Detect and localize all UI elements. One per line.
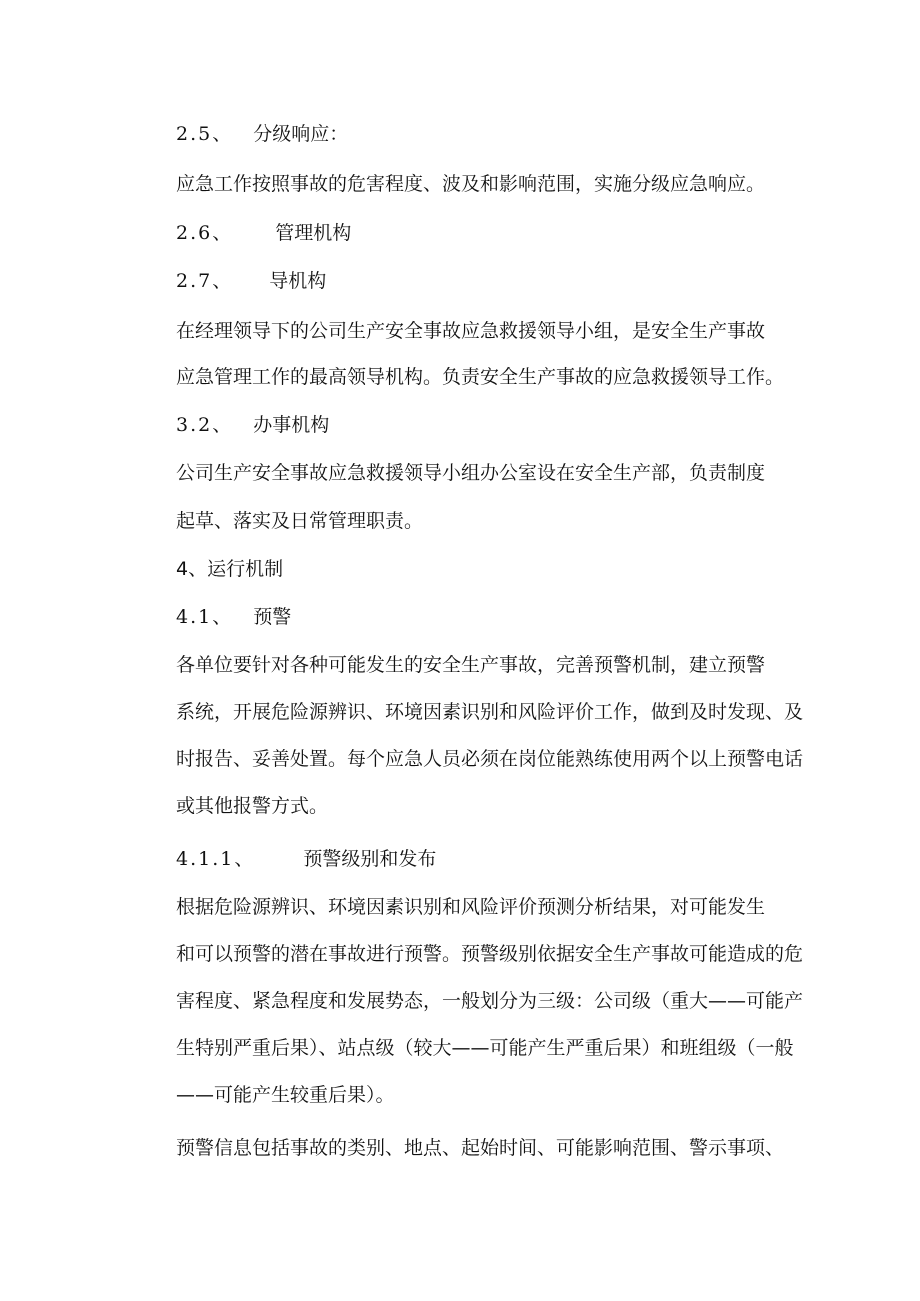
paragraph-line: 和可以预警的潜在事故进行预警。预警级别依据安全生产事故可能造成的危 (176, 943, 804, 965)
paragraph-line: 生特别严重后果）、站点级（较大——可能产生严重后果）和班组级（一般 (176, 1037, 794, 1059)
section-title: 分级响应： (253, 123, 349, 145)
paragraph-line: 在经理领导下的公司生产安全事故应急救援领导小组，是安全生产事故 (176, 320, 766, 342)
section-heading-4-1-1 (176, 846, 436, 872)
paragraph-line: 应急工作按照事故的危害程度、波及和影响范围，实施分级应急响应。 (176, 173, 766, 195)
section-heading-3-2 (176, 412, 329, 438)
section-number: 2.6、 (176, 222, 234, 244)
section-title: 预警 (253, 606, 292, 628)
section-number: 4.1、 (176, 606, 234, 628)
paragraph-line: 或其他报警方式。 (176, 795, 329, 817)
section-title: 导机构 (269, 270, 327, 292)
section-title: 办事机构 (253, 414, 330, 436)
section-number: 4.1.1、 (176, 848, 256, 870)
paragraph-line: 起草、落实及日常管理职责。 (176, 510, 424, 532)
paragraph-line: 时报告、妥善处置。每个应急人员必须在岗位能熟练使用两个以上预警电话 (176, 748, 804, 770)
section-heading-2-5 (176, 121, 348, 147)
paragraph-line: 系统，开展危险源辨识、环境因素识别和风险评价工作，做到及时发现、及 (176, 701, 804, 723)
section-heading-2-6 (176, 220, 351, 246)
paragraph-line: 公司生产安全事故应急救援领导小组办公室设在安全生产部，负责制度 (176, 462, 766, 484)
paragraph-line: 预警信息包括事故的类别、地点、起始时间、可能影响范围、警示事项、 (176, 1137, 785, 1159)
paragraph-line: ——可能产生较重后果）。 (176, 1084, 395, 1106)
section-heading-4: 4、运行机制 (176, 558, 284, 580)
section-title: 管理机构 (275, 222, 352, 244)
section-title: 预警级别和发布 (303, 848, 437, 870)
section-heading-4-1 (176, 604, 291, 630)
section-heading-2-7 (176, 268, 326, 294)
paragraph-line: 根据危险源辨识、环境因素识别和风险评价预测分析结果，对可能发生 (176, 896, 766, 918)
section-number: 2.7、 (176, 270, 234, 292)
section-number: 3.2、 (176, 414, 234, 436)
section-number: 2.5、 (176, 123, 234, 145)
paragraph-line: 害程度、紧急程度和发展势态，一般划分为三级：公司级（重大——可能产 (176, 990, 804, 1012)
paragraph-line: 应急管理工作的最高领导机构。负责安全生产事故的应急救援领导工作。 (176, 366, 785, 388)
paragraph-line: 各单位要针对各种可能发生的安全生产事故，完善预警机制，建立预警 (176, 654, 766, 676)
